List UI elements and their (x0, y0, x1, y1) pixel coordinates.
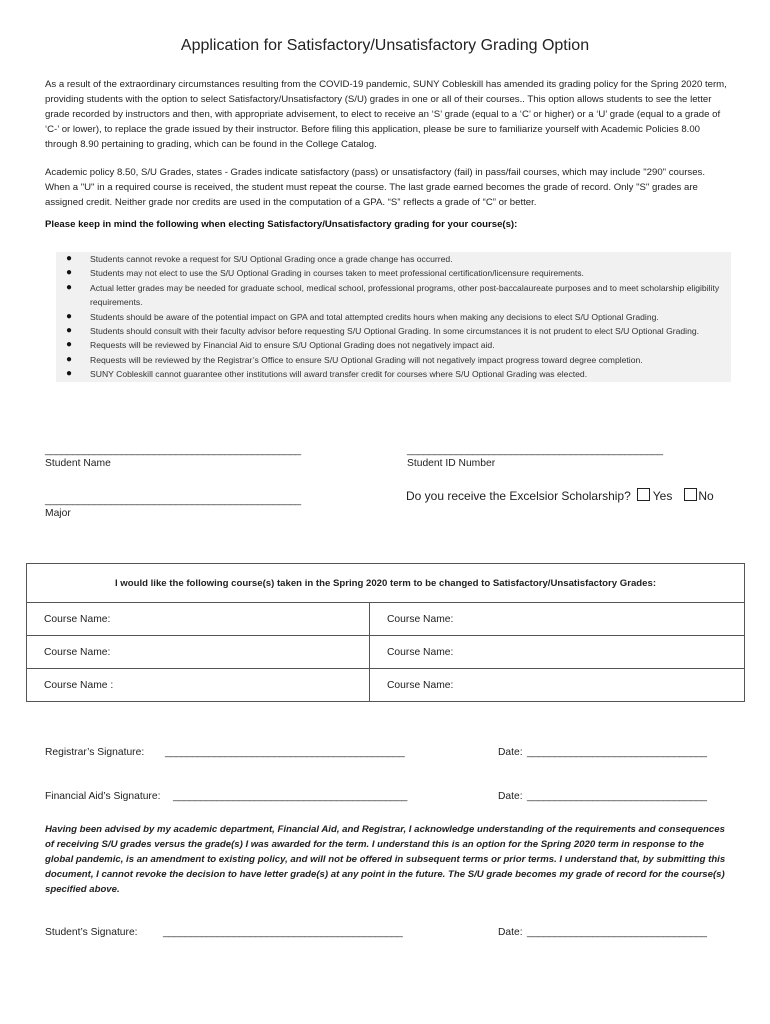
course-name-cell[interactable]: Course Name: (370, 669, 745, 702)
table-row (27, 636, 745, 669)
student-date-label: Date: (498, 927, 523, 938)
list-item: ● Students should be aware of the potential impact on GPA and total attempted credits hours when making any decisions to elect S/U Optional Grading. (56, 310, 731, 324)
registrar-date-label: Date: (498, 747, 523, 758)
list-item: ● Requests will be reviewed by Financial Aid to ensure S/U Optional Grading does not negatively impact aid. (56, 338, 731, 352)
bullet-icon: ● (66, 339, 73, 351)
yes-checkbox[interactable] (637, 488, 650, 501)
table-row (27, 669, 745, 702)
student-name-label: Student Name (45, 458, 111, 469)
registrar-signature-field[interactable]: ____________________________________________ (165, 746, 405, 758)
no-label: No (698, 489, 714, 503)
course-table-header-row (27, 564, 745, 603)
considerations-list (56, 252, 731, 382)
bullet-icon: ● (66, 310, 73, 322)
excelsior-question-text: Do you receive the Excelsior Scholarship? (406, 489, 631, 503)
student-signature-field[interactable]: ____________________________________________ (163, 926, 403, 938)
course-table (26, 563, 745, 702)
no-checkbox[interactable] (684, 488, 697, 501)
course-name-cell[interactable]: Course Name: (370, 636, 745, 669)
bullet-icon: ● (66, 267, 73, 279)
list-item: ● Students cannot revoke a request for S/U Optional Grading once a grade change has occurred. (56, 252, 731, 266)
list-item: ● SUNY Cobleskill cannot guarantee other institutions will award transfer credit for courses where S/U Optional Grading was elected. (56, 367, 731, 381)
course-name-cell[interactable]: Course Name: (370, 603, 745, 636)
student-name-field[interactable]: _______________________________________________ (45, 444, 301, 456)
page-title: Application for Satisfactory/Unsatisfactory Grading Option (180, 37, 590, 54)
bullet-icon: ● (66, 368, 73, 380)
excelsior-question (406, 488, 714, 503)
registrar-date-field[interactable]: _________________________________ (527, 746, 707, 758)
course-name-cell[interactable]: Course Name: (27, 636, 370, 669)
major-label: Major (45, 508, 71, 519)
student-id-field[interactable]: _______________________________________________ (407, 444, 663, 456)
bullet-icon: ● (66, 353, 73, 365)
list-item: ● Requests will be reviewed by the Registrar’s Office to ensure S/U Optional Grading will not negatively impact progress toward degree completion. (56, 353, 731, 367)
financial-aid-signature-field[interactable]: ___________________________________________ (173, 790, 407, 802)
student-date-field[interactable]: _________________________________ (527, 926, 707, 938)
major-field[interactable]: _______________________________________________ (45, 494, 301, 506)
bullet-icon: ● (66, 281, 73, 293)
list-item: ● Students should consult with their faculty advisor before requesting S/U Optional Grading. In some circumstances it is not prudent to elect S/U Optional Grading. (56, 324, 731, 338)
financial-aid-date-label: Date: (498, 791, 523, 802)
intro-paragraph: As a result of the extraordinary circumstances resulting from the COVID-19 pandemic, SUNY Cobleskill has amended its grading policy for the Spring 2020 term, providing students with the option to select Satisfactory/Unsatisfactory (S/U) grades in one or all of their courses.. This option allows students to see the letter grade recorded by instructors and then, with appropriate advisement, to elect to receive an ‘S’ grade (equal to a ‘C’ or higher) or a ‘U’ grade (equal to a grade of ‘C-’ or lower), to replace the grade issued by their instructor. Before filing this application, please be sure to familiarize yourself with Academic Policies 8.00 through 8.90 pertaining to grading, which can be found in the College Catalog. (45, 79, 727, 150)
keep-in-mind-heading: Please keep in mind the following when electing Satisfactory/Unsatisfactory grading for your course(s): (45, 219, 518, 230)
student-id-label: Student ID Number (407, 458, 496, 469)
financial-aid-date-field[interactable]: _________________________________ (527, 790, 707, 802)
list-item: ● Students may not elect to use the S/U Optional Grading in courses taken to meet professional certification/licensure requirements. (56, 266, 731, 280)
course-name-cell[interactable]: Course Name : (27, 669, 370, 702)
registrar-signature-label: Registrar’s Signature: (45, 747, 145, 758)
course-table-header: I would like the following course(s) taken in the Spring 2020 term to be changed to Satisfactory/Unsatisfactory Grades: (27, 564, 745, 603)
course-name-cell[interactable]: Course Name: (27, 603, 370, 636)
bullet-icon: ● (66, 253, 73, 264)
student-signature-label: Student’s Signature: (45, 927, 138, 938)
bullet-icon: ● (66, 325, 73, 337)
list-item: ● Actual letter grades may be needed for graduate school, medical school, professional programs, other post-baccalaureate purposes and to meet scholarship eligibility requirements. (66, 281, 720, 308)
acknowledgement-text: Having been advised by my academic department, Financial Aid, and Registrar, I acknowledge understanding of the requirements and consequences of receiving S/U grades versus the grade(s) I was awarded for the term. I understand this is an option for the Spring 2020 term in response to the global pandemic, is an amendment to existing policy, and will not be offered in subsequent terms or prior terms. I understand that, by submitting this document, I cannot revoke the decision to have letter grade(s) at any point in the future. The S/U grade becomes my grade of record for the course(s) specified above. (45, 824, 726, 895)
policy-paragraph: Academic policy 8.50, S/U Grades, states - Grades indicate satisfactory (pass) or unsatisfactory (fail) in pass/fail courses, which may include "290" courses. When a "U" in a required course is received, the student must repeat the course. The last grade earned becomes the grade of record. Only "S" grades are assigned credit. Neither grade nor credits are used in the computation of a GPA. “S” reflects a grade of “C” or better. (45, 167, 705, 208)
financial-aid-signature-label: Financial Aid’s Signature: (45, 791, 161, 802)
table-row (27, 603, 745, 636)
yes-label: Yes (652, 489, 673, 503)
